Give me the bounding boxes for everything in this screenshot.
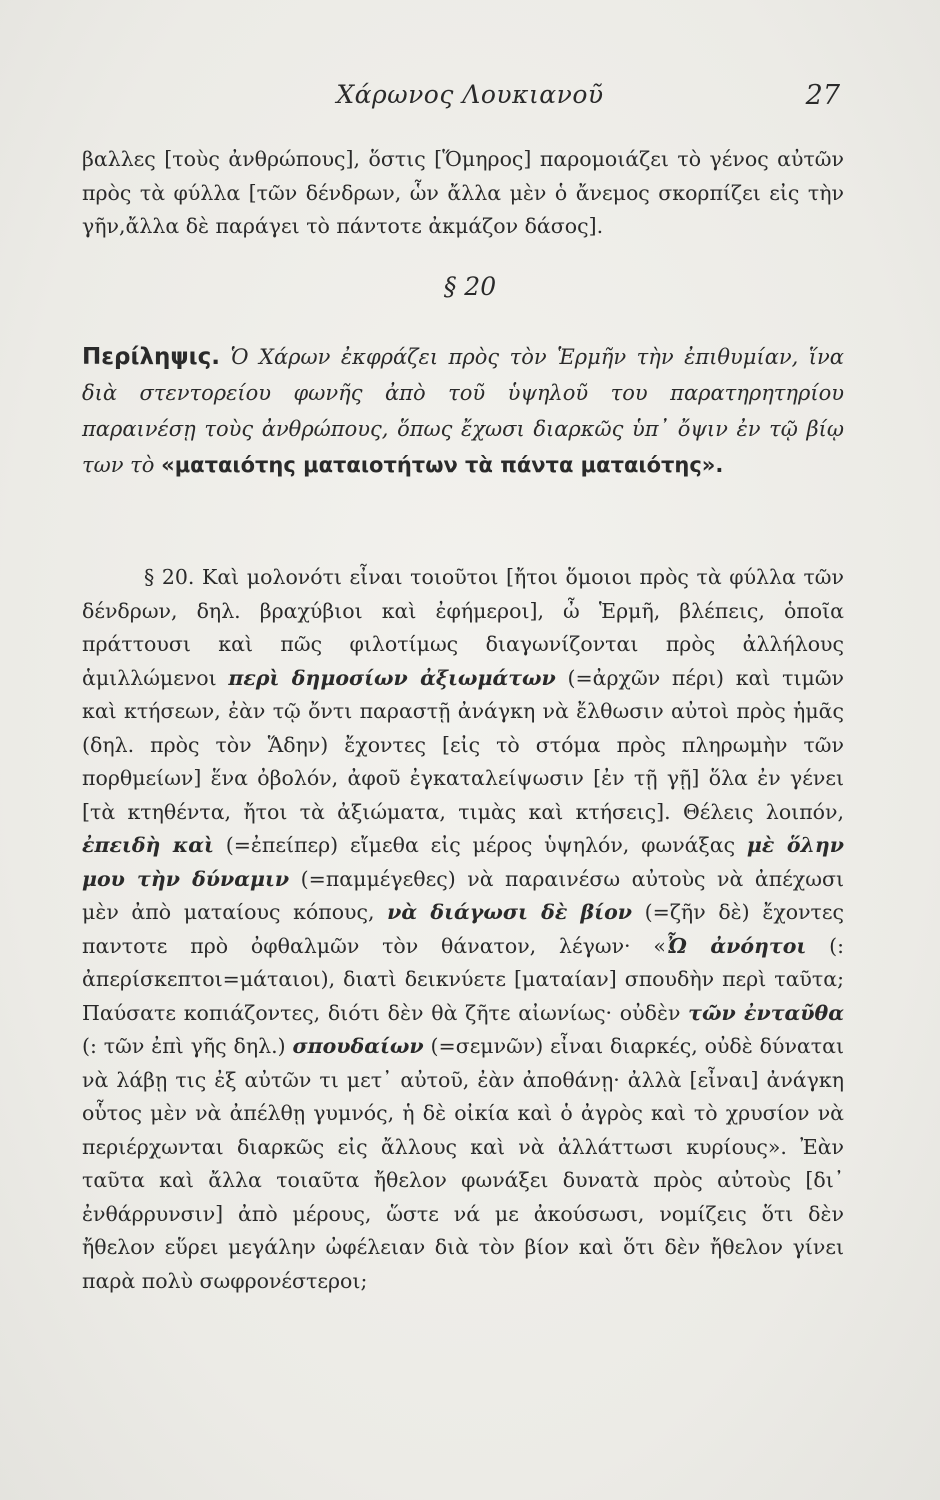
text-run: (=παμμέγεθες) νὰ παραινέσω αὐτοὺς νὰ ἀπέχωσι μὲν ἀπὸ ματαίους κόπους,: [82, 866, 844, 924]
emphasis-run: τῶν ἐνταῦθα: [688, 1000, 844, 1025]
text-run: (=ἀρχῶν πέρι) καὶ τιμῶν καὶ κτήσεων, ἐὰν τῷ ὄντι παραστῇ ἀνάγκη νὰ ἔλθωσιν αὐτοὶ πρὸς ἡμᾶς (δηλ. πρὸς τὸν Ἅδην) ἔχοντες [εἰς τὸ στόμα πρὸς πληρωμὴν τῶν πορθμείων] ἕνα ὀβολόν, ἀφοῦ ἐγκαταλείψωσιν [ἐν τῇ γῇ] ὅλα ἐν γένει [τὰ κτηθέντα, ἤτοι τὰ ἀξιώματα, τιμὰς καὶ κτήσεις]. Θέλεις λοιπόν,: [82, 665, 845, 824]
emphasis-run: νὰ διάγωσι δὲ βίον: [387, 900, 632, 924]
emphasis-run: περὶ δημοσίων ἀξιωμάτων: [228, 665, 556, 690]
emphasis-run: Ὦ ἀνόητοι: [665, 933, 807, 958]
page-number: 27: [805, 80, 840, 111]
text-run: (=ζῆν δὲ) ἔχοντες παντοτε πρὸ ὀφθαλμῶν τὸν θάνατον, λέγων· «: [82, 900, 844, 958]
text-run: (: ἀπερίσκεπτοι=μάταιοι), διατὶ δεικνύετε [ματαίαν] σπουδὴν περὶ ταῦτα; Παύσατε κοπιάζοντες, διότι δὲν θὰ ζῆτε αἰωνίως· οὐδὲν: [82, 933, 845, 1025]
summary-text: Ὁ Χάρων ἐκφράζει πρὸς τὸν Ἑρμῆν τὴν ἐπιθυμίαν, ἵνα διὰ στεντορείου φωνῆς ἀπὸ τοῦ ὑψηλοῦ του παρατηρητηρίου παραινέσῃ τοὺς ἀνθρώπους, ὅπως ἔχωσι διαρκῶς ὑπ᾽ ὄψιν ἐν τῷ βίῳ των τὸ: [82, 345, 844, 477]
page-header: [100, 80, 840, 120]
text-run: § 20. Καὶ μολονότι εἶναι τοιοῦτοι [ἤτοι ὅμοιοι πρὸς τὰ φύλλα τῶν δένδρων, δηλ. βραχύβιοι καὶ ἐφήμεροι], ὦ Ἑρμῆ, βλέπεις, ὁποῖα πράττουσι καὶ πῶς φιλοτίμως διαγωνίζονται πρὸς ἀλλήλους ἁμιλλώμενοι: [82, 565, 844, 690]
emphasis-run: ἐπειδὴ καὶ: [82, 833, 214, 857]
section-heading: § 20: [443, 272, 497, 301]
summary-quote: «ματαιότης ματαιοτήτων τὰ πάντα ματαιότης».: [161, 453, 724, 477]
summary-paragraph: [82, 339, 844, 483]
text-run: (=ἐπείπερ) εἴμεθα εἰς μέρος ὑψηλόν, φωνάξας: [213, 833, 747, 857]
summary-label: Περίληψις.: [82, 344, 220, 370]
text-run: (=σεμνῶν) εἶναι διαρκές, οὐδὲ δύναται νὰ λάβῃ τις ἐξ αὐτῶν τι μετ᾽ αὐτοῦ, ἐὰν ἀποθάνῃ· ἀλλὰ [εἶναι] ἀνάγκη οὗτος μὲν νὰ ἀπέλθῃ γυμνός, ἡ δὲ οἰκία καὶ ὁ ἀγρὸς καὶ τὸ χρυσίον νὰ περιέρχωνται διαρκῶς εἰς ἄλλους καὶ νὰ ἀλλάττωσι κυρίους». Ἐὰν ταῦτα καὶ ἄλλα τοιαῦτα ἤθελον φωνάξει δυνατὰ πρὸς αὐτοὺς [δι᾽ ἐνθάρρυνσιν] ἀπὸ μέρους, ὥστε νά με ἀκούσωσι, νομίζεις ὅτι δὲν ἤθελον εὕρει μεγάλην ὠφέλειαν διὰ τὸν βίον καὶ ὅτι δὲν ἤθελον γίνει παρὰ πολὺ σωφρονέστεροι;: [82, 1034, 844, 1293]
emphasis-run: μὲ ὅλην μου τὴν δύναμιν: [82, 833, 844, 891]
emphasis-run: σπουδαίων: [292, 1034, 424, 1058]
section-20-paragraph: [82, 561, 844, 1298]
paragraph-continuation: βαλλες [τοὺς ἀνθρώπους], ὅστις [Ὅμηρος] παρομοιάζει τὸ γένος αὐτῶν πρὸς τὰ φύλλα [τῶν δένδρων, ὧν ἄλλα μὲν ὁ ἄνεμος σκορπίζει εἰς τὴν γῆν,ἄλλα δὲ παράγει τὸ πάντοτε ἀκμάζον δάσος].: [82, 147, 844, 238]
running-head: Χάρωνος Λουκιανοῦ: [336, 80, 604, 109]
text-run: (: τῶν ἐπὶ γῆς δηλ.): [82, 1034, 293, 1058]
